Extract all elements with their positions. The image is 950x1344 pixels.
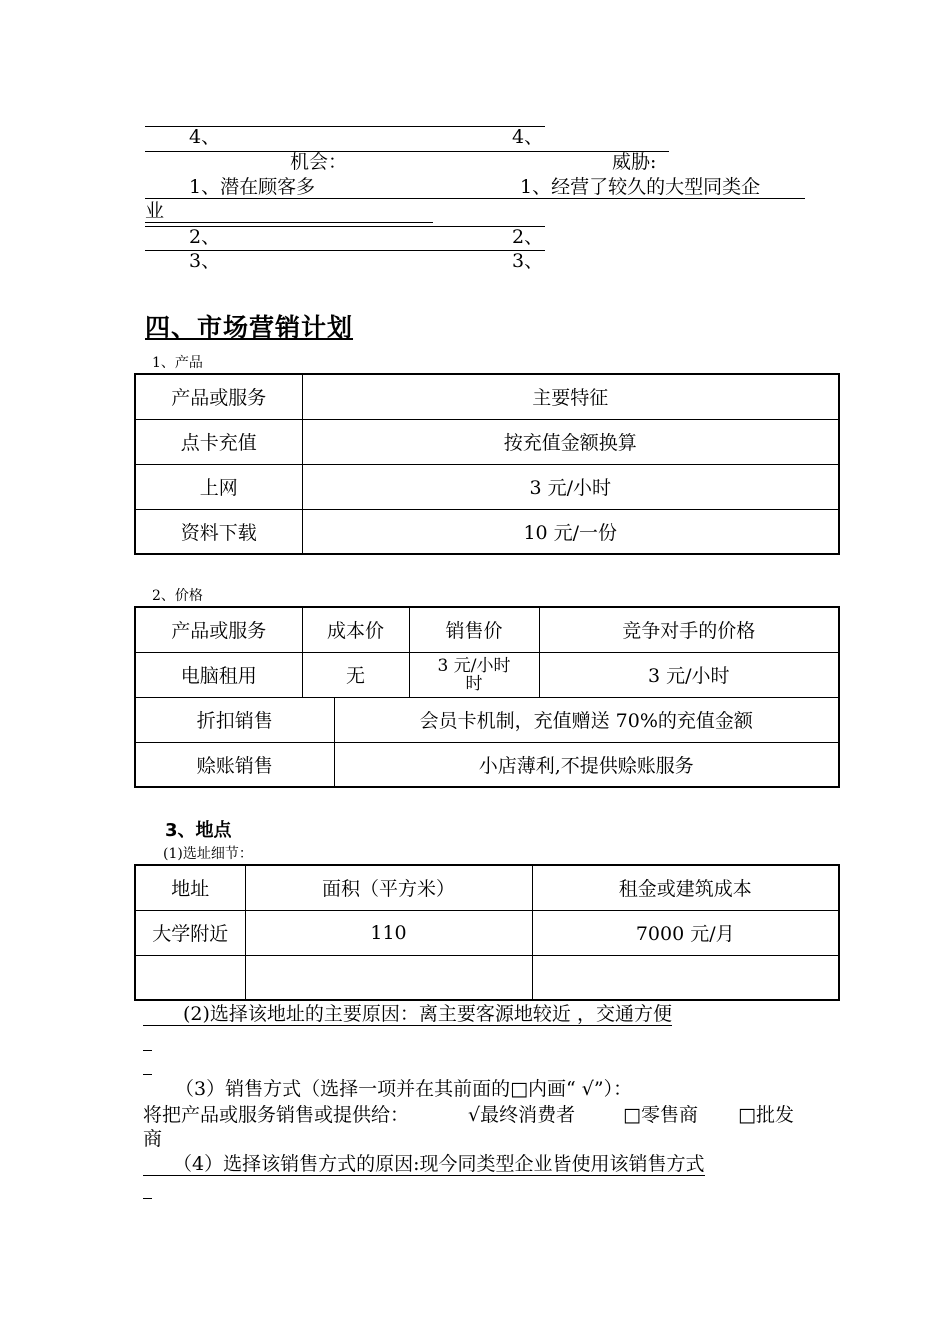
place-cell: 110	[245, 910, 532, 955]
place-sub-label: (1)选址细节：	[163, 846, 253, 862]
section-title: 四、市场营销计划	[145, 313, 354, 342]
place-header-area: 面积（平方米）	[245, 865, 532, 910]
place-table	[134, 864, 840, 1001]
product-cell: 上网	[135, 464, 302, 509]
place-cell-empty	[245, 955, 532, 1000]
sales-method-line	[143, 1104, 823, 1126]
product-cell: 按充值金额换算	[302, 419, 839, 464]
threat-2: 2、	[512, 226, 544, 248]
product-cell: 点卡充值	[135, 419, 302, 464]
price-label: 2、价格	[152, 588, 203, 604]
price-cell: 电脑租用	[135, 652, 302, 697]
threat-3: 3、	[512, 250, 544, 272]
swot-row4-left: 4、	[189, 126, 221, 148]
place-cell-empty	[532, 955, 839, 1000]
product-header-feature: 主要特征	[302, 374, 839, 419]
price-cell: 无	[302, 652, 409, 697]
location-reason: (2)选择该地址的主要原因：离主要客源地较近 ，交通方便	[143, 1003, 672, 1026]
place-header-address: 地址	[135, 865, 245, 910]
opportunity-3: 3、	[189, 250, 221, 272]
sales-method-title: （3）销售方式（选择一项并在其前面的□内画“ √”）：	[175, 1078, 633, 1100]
product-table	[134, 373, 840, 555]
option-final-consumer[interactable]: √最终消费者	[468, 1104, 576, 1126]
place-cell-empty	[135, 955, 245, 1000]
product-header-service: 产品或服务	[135, 374, 302, 419]
sales-method-reason: （4）选择该销售方式的原因:现今同类型企业皆使用该销售方式	[143, 1153, 705, 1176]
swot-row-3	[145, 250, 545, 272]
discount-label: 折扣销售	[135, 697, 334, 742]
price-cell: 3 元/小时	[539, 652, 839, 697]
price-cell-sale	[409, 652, 539, 697]
opportunity-1: 1、潜在顾客多	[189, 176, 316, 198]
product-cell: 3 元/小时	[302, 464, 839, 509]
blank-line	[143, 1198, 152, 1199]
product-label: 1、产品	[152, 355, 203, 371]
price-header-sale: 销售价	[409, 607, 539, 652]
place-header-cost: 租金或建筑成本	[532, 865, 839, 910]
credit-value: 小店薄利,不提供赊账服务	[334, 742, 839, 787]
discount-value: 会员卡机制，充值赠送 70%的充值金额	[334, 697, 839, 742]
threat-label: 威胁:	[612, 151, 657, 173]
price-header-cost: 成本价	[302, 607, 409, 652]
option-retailer[interactable]: □零售商	[623, 1104, 698, 1126]
place-label: 3、地点	[165, 820, 232, 841]
sales-method-text: 将把产品或服务销售或提供给：	[143, 1104, 410, 1126]
sale-value-continued: 时	[465, 673, 483, 694]
blank-line	[143, 1074, 152, 1075]
opportunity-2: 2、	[189, 226, 221, 248]
swot-row-2	[145, 226, 545, 248]
product-cell: 资料下载	[135, 509, 302, 554]
sale-value: 3 元/小时	[437, 655, 511, 676]
option-wholesaler[interactable]: □批发	[738, 1104, 794, 1126]
blank-line	[143, 1050, 152, 1051]
option-wholesaler-continued: 商	[143, 1128, 163, 1150]
credit-label: 赊账销售	[135, 742, 334, 787]
swot-row-4	[145, 126, 545, 148]
threat-1: 1、经营了较久的大型同类企	[520, 176, 805, 199]
threat-1-continued: 业	[145, 200, 433, 223]
opportunity-label: 机会：	[290, 151, 348, 173]
price-header-service: 产品或服务	[135, 607, 302, 652]
price-table	[134, 606, 840, 788]
product-cell: 10 元/一份	[302, 509, 839, 554]
place-cell: 7000 元/月	[532, 910, 839, 955]
place-cell: 大学附近	[135, 910, 245, 955]
swot-row4-right: 4、	[512, 126, 544, 148]
swot-heading-row	[145, 151, 669, 173]
price-header-competitor: 竞争对手的价格	[539, 607, 839, 652]
